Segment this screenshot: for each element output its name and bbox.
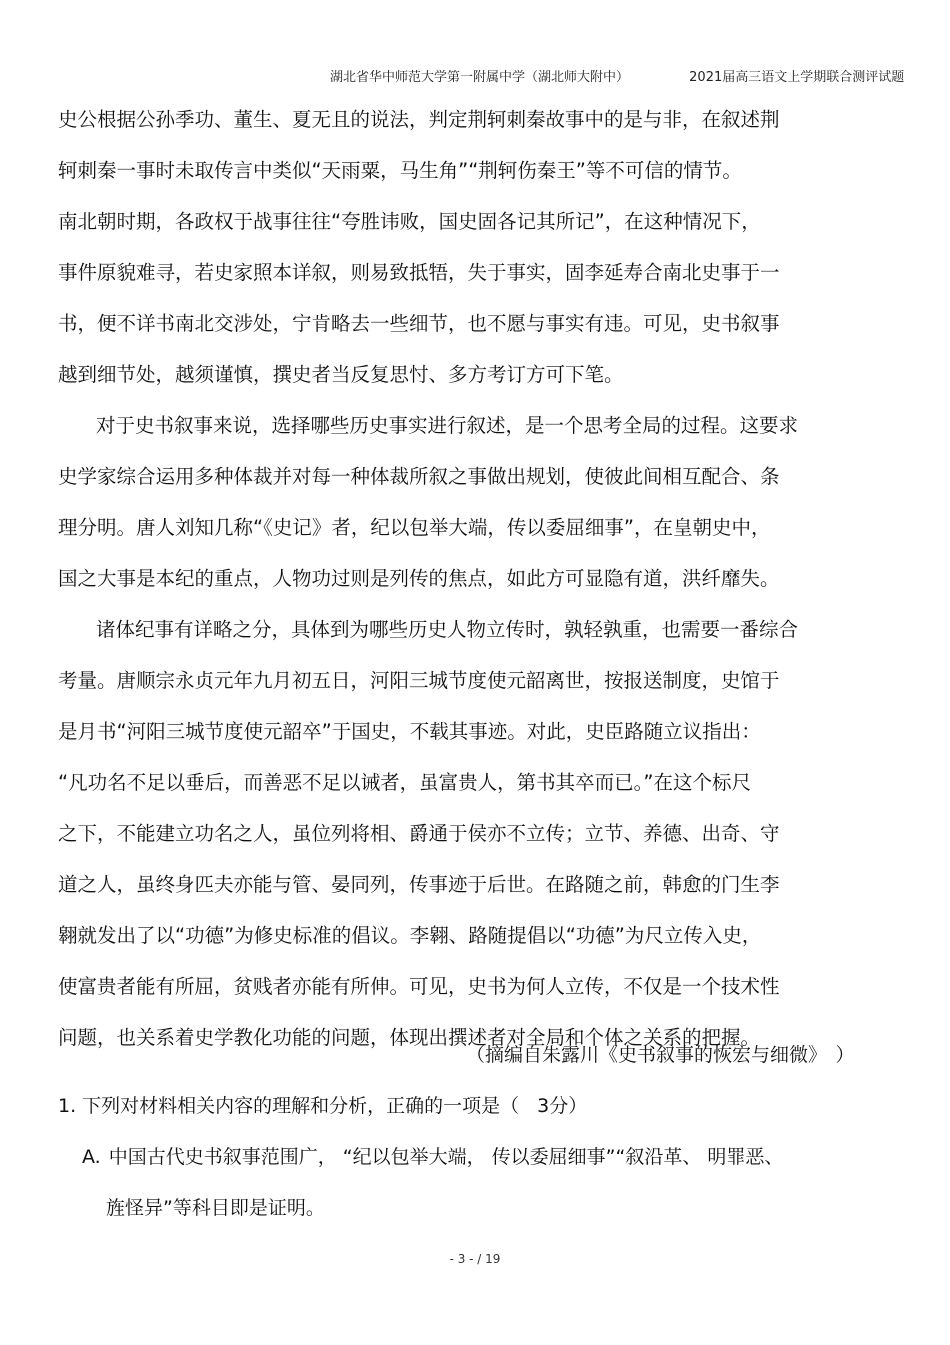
passage-line: 之下，不能建立功名之人，虽位列将相、爵通于侯亦不立传；立节、养德、出奇、守 [58, 822, 780, 845]
passage-line: 国之大事是本纪的重点，人物功过则是列传的焦点，如此方可显隐有道，洪纤靡失。 [58, 567, 780, 590]
passage-line: 是月书“河阳三城节度使元韶卒”于国史，不载其事迹。对此，史臣路随立议指出： [58, 720, 761, 743]
question-points: 3分） [537, 1095, 588, 1117]
source-text: （摘编自朱露川《史书叙事的恢宏与细微》 [466, 1044, 818, 1066]
question-text: 1. 下列对材料相关内容的理解和分析，正确的一项是（ [58, 1095, 520, 1117]
passage-line: 史公根据公孙季功、董生、夏无且的说法，判定荆轲刺秦故事中的是与非，在叙述荆 [58, 108, 780, 131]
header-exam-title: 2021届高三语文上学期联合测评试题 [689, 70, 905, 85]
passage-line: 考量。唐顺宗永贞元年九月初五日，河阳三城节度使元韶离世，按报送制度，史馆于 [58, 669, 780, 692]
header-school: 湖北省华中师范大学第一附属中学（湖北师大附中） [330, 70, 630, 85]
passage-line: 书，便不详书南北交涉处，宁肯略去一些细节，也不愿与事实有违。可见，史书叙事 [58, 312, 780, 335]
passage-line: 越到细节处，越须谨慎，撰史者当反复思忖、多方考订方可下笔。 [58, 363, 624, 386]
passage-line: 问题，也关系着史学教化功能的问题，体现出撰述者对全局和个体之关系的把握。 [58, 1026, 761, 1049]
passage-line: 史学家综合运用多种体裁并对每一种体裁所叙之事做出规划，使彼此间相互配合、条 [58, 465, 780, 488]
passage-line: 对于史书叙事来说，选择哪些历史事实进行叙述，是一个思考全局的过程。这要求 [96, 414, 799, 437]
passage-line: 道之人，虽终身匹夫亦能与管、晏同列，传事迹于后世。在路随之前，韩愈的门生李 [58, 873, 780, 896]
option-a-continuation: 旌怪异”等科目即是证明。 [106, 1197, 325, 1219]
option-a-label: A. [82, 1146, 101, 1168]
passage-line: 轲刺秦一事时未取传言中类似“天雨粟，马生角”“荆轲伤秦王”等不可信的情节。 [58, 159, 742, 182]
passage-line: 翱就发出了以“功德”为修史标准的倡议。李翱、路随提倡以“功德”为尺立传入史， [58, 924, 762, 947]
source-close: ） [835, 1044, 855, 1066]
passage-line: 南北朝时期，各政权于战事往往“夸胜讳败，国史固各记其所记”，在这种情况下， [58, 210, 761, 233]
passage-line: “凡功名不足以垂后，而善恶不足以诫者，虽富贵人，第书其卒而已。”在这个标尺 [58, 771, 751, 794]
passage-line: 事件原貌难寻，若史家照本详叙，则易致抵牾，失于事实，固李延寿合南北史事于一 [58, 261, 780, 284]
page-number: - 3 - / 19 [449, 1252, 501, 1266]
passage-line: 使富贵者能有所屈，贫贱者亦能有所伸。可见，史书为何人立传，不仅是一个技术性 [58, 975, 780, 998]
option-a-text: 中国古代史书叙事范围广， “纪以包举大端， 传以委屈细事”“叙沿革、 明罪恶、 [108, 1146, 784, 1168]
passage-line: 理分明。唐人刘知几称“《史记》者，纪以包举大端，传以委屈细事”，在皇朝史中， [58, 516, 771, 539]
passage-line: 诸体纪事有详略之分，具体到为哪些历史人物立传时，孰轻孰重，也需要一番综合 [96, 618, 799, 641]
source-citation [466, 1040, 855, 1067]
option-a [82, 1142, 783, 1169]
passage-body [58, 94, 858, 1063]
question-1 [58, 1091, 587, 1118]
page-header [330, 66, 904, 85]
